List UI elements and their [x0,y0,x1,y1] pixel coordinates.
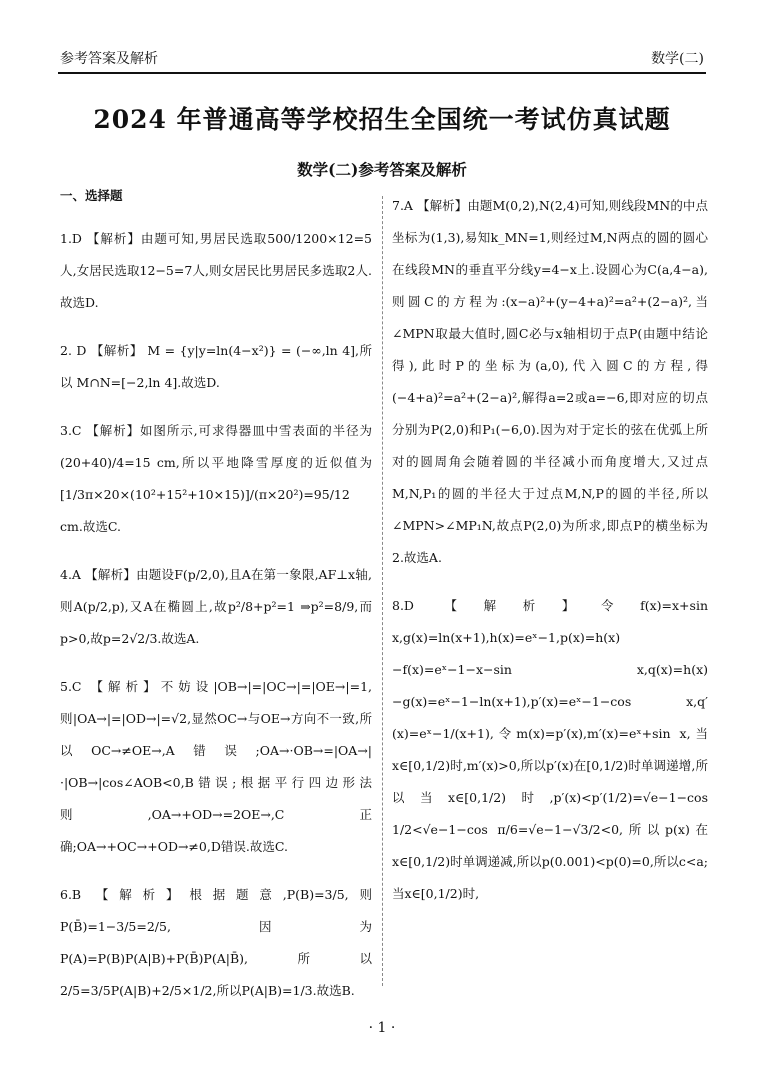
answer-item-1: 1.D 【解析】由题可知,男居民选取500/1200×12=5人,女居民选取12−5=7人,则女居民比男居民多选取2人.故选D. [60,230,372,310]
answer-item-8: 8.D 【解析】令f(x)=x+sin x,g(x)=ln(x+1),h(x)=eˣ−1,p(x)=h(x)−f(x)=eˣ−1−x−sin x,q(x)=h(x)−g(x)=eˣ−1−ln(x+1),p′(x)=eˣ−1−cos x,q′(x)=eˣ−1/(x+1),令m(x)=p′(x),m′(x)=eˣ+sin x,当x∈[0,1/2)时,m′(x)>0,所以p′(x)在[0,1/2)时单调递增,所以当x∈[0,1/2)时,p′(x)<p′(1/2)=√e−1−cos 1/2<√e−1−cos π/6=√e−1−√3/2<0,所以p(x)在x∈[0,1/2)时单调递减,所以p(0.001)<p(0)=0,所以c<a;当x∈[0,1/2)时, [392,598,708,901]
column-divider [382,196,383,986]
right-column [392,190,708,926]
answer-item-2: 2. D 【解析】 M = {y|y=ln(4−x²)} = (−∞,ln 4],所以 M∩N=[−2,ln 4].故选D. [60,342,372,390]
section-heading: 一、选择题 [60,188,123,203]
document-subtitle: 数学(二)参考答案及解析 [297,160,467,179]
header-right-text: 数学(二) [651,51,704,67]
answer-item-3: 3.C 【解析】如图所示,可求得器皿中雪表面的半径为 (20+40)/4=15 cm,所以平地降雪厚度的近似值为 [1/3π×20×(10²+15²+10×15)]/(π×20²)=95/12 cm.故选C. [60,422,372,534]
document-title: 2024 年普通高等学校招生全国统一考试仿真试题 [93,105,671,134]
page-number: · 1 · [368,1020,396,1036]
page-header [58,46,706,74]
answer-item-7: 7.A 【解析】由题M(0,2),N(2,4)可知,则线段MN的中点坐标为(1,3),易知k_MN=1,则经过M,N两点的圆的圆心在线段MN的垂直平分线y=4−x上.设圆心为C(a,4−a),则圆C的方程为:(x−a)²+(y−4+a)²=a²+(2−a)²,当∠MPN取最大值时,圆C必与x轴相切于点P(由题中结论得),此时P的坐标为(a,0),代入圆C的方程,得(−4+a)²=a²+(2−a)²,解得a=2或a=−6,即对应的切点分别为P(2,0)和P₁(−6,0).因为对于定长的弦在优弧上所对的圆周角会随着圆的半径减小而角度增大,又过点M,N,P₁的圆的半径大于过点M,N,P的圆的半径,所以∠MPN>∠MP₁N,故点P(2,0)为所求,即点P的横坐标为2.故选A. [392,198,708,565]
answer-item-6: 6.B 【解析】根据题意,P(B)=3/5,则P(B̄)=1−3/5=2/5,因为P(A)=P(B)P(A|B)+P(B̄)P(A|B̄),所以2/5=3/5P(A|B)+2/5×1/2,所以P(A|B)=1/3.故选B. [60,886,372,998]
left-column [60,190,372,1023]
answer-item-4: 4.A 【解析】由题设F(p/2,0),且A在第一象限,AF⊥x轴,则A(p/2,p),又A在椭圆上,故p²/8+p²=1 ⇒p²=8/9,而p>0,故p=2√2/3.故选A. [60,566,372,646]
answer-item-5: 5.C 【解析】不妨设|OB→|=|OC→|=|OE→|=1,则|OA→|=|OD→|=√2,显然OC→与OE→方向不一致,所以OC→≠OE→,A错误;OA→·OB→=|OA→|·|OB→|cos∠AOB<0,B错误;根据平行四边形法则,OA→+OD→=2OE→,C正确;OA→+OC→+OD→≠0,D错误.故选C. [60,678,372,854]
header-left-text: 参考答案及解析 [60,51,158,67]
